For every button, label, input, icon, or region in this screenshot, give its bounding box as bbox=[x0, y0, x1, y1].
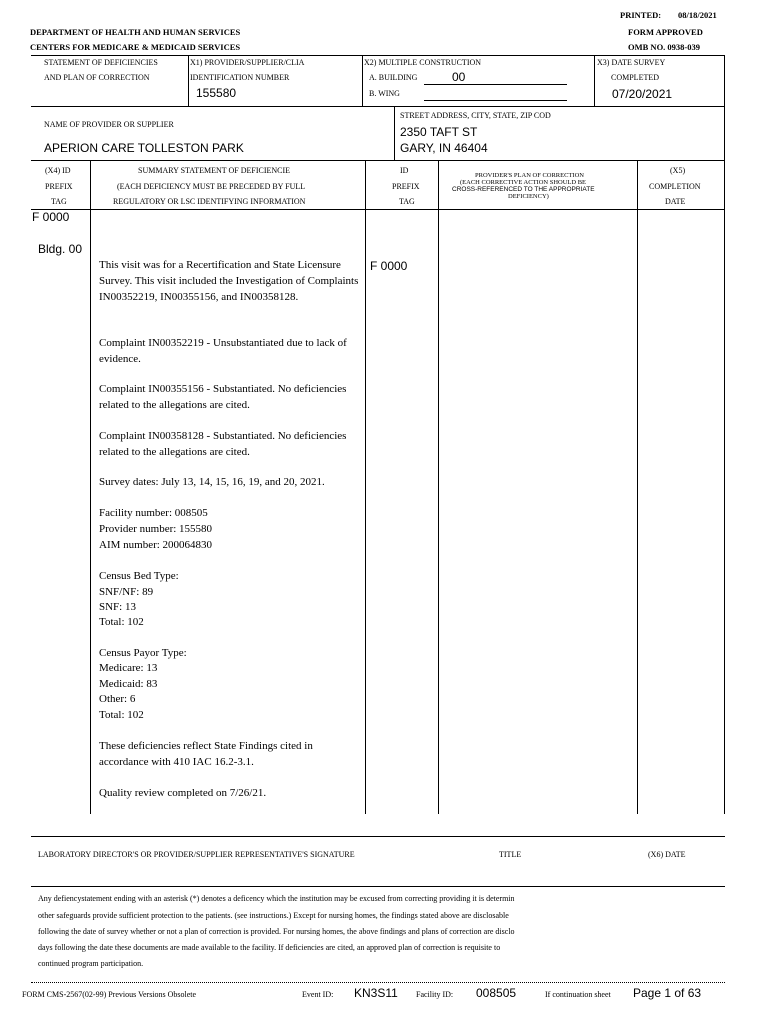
signature-date-label: (X6) DATE bbox=[648, 850, 686, 859]
summary-instructions-2: REGULATORY OR LSC IDENTIFYING INFORMATION bbox=[113, 197, 306, 206]
provider-number: 155580 bbox=[196, 86, 237, 100]
census-bed-snf: SNF: 13 bbox=[99, 601, 136, 613]
address-line-2: GARY, IN 46404 bbox=[400, 141, 488, 155]
page-number: Page 1 of 63 bbox=[633, 986, 702, 1000]
aim-number: AIM number: 200064830 bbox=[99, 539, 213, 551]
disclaimer-line-3: following the date of survey whether or not a plan of correction is provided. For nursing homes, the above findings and plans of correction are disclo bbox=[38, 927, 515, 936]
completion-label: COMPLETION bbox=[649, 182, 701, 191]
provider-id-label: X1) PROVIDER/SUPPLIER/CLIA bbox=[190, 58, 305, 67]
findings-paragraph: These deficiencies reflect State Findings cited in accordance with 410 IAC 16.2-3.1. bbox=[99, 740, 313, 768]
census-payor-title: Census Payor Type: bbox=[99, 647, 187, 659]
tag-right: F 0000 bbox=[370, 259, 408, 273]
summary-instructions-1: (EACH DEFICIENCY MUST BE PRECEDED BY FULL bbox=[117, 182, 306, 191]
complaint-paragraph-3: Complaint IN00358128 - Substantiated. No deficiencies related to the allegations are cited. bbox=[99, 430, 347, 458]
building-value: 00 bbox=[452, 70, 466, 84]
wing-label: B. WING bbox=[369, 89, 400, 98]
disclaimer-line-4: days following the date these documents are made available to the facility. If deficiencies are cited, an approved plan of correction is requisite to bbox=[38, 943, 501, 952]
centers-title: CENTERS FOR MEDICARE & MEDICAID SERVICES bbox=[30, 42, 241, 52]
identification-label: IDENTIFICATION NUMBER bbox=[190, 73, 290, 82]
completed-label: COMPLETED bbox=[611, 73, 659, 82]
form-number: FORM CMS-2567(02-99) Previous Versions Obsolete bbox=[22, 990, 197, 999]
facility-number: Facility number: 008505 bbox=[99, 507, 208, 519]
event-id-label: Event ID: bbox=[302, 990, 334, 999]
census-payor-other: Other: 6 bbox=[99, 693, 136, 705]
complaint-paragraph-2: Complaint IN00355156 - Substantiated. No deficiencies related to the allegations are cited. bbox=[99, 383, 347, 411]
address-label: STREET ADDRESS, CITY, STATE, ZIP COD bbox=[400, 111, 551, 120]
plan-label-3: CROSS-REFERENCED TO THE APPROPRIATE bbox=[452, 186, 595, 193]
provider-number-line: Provider number: 155580 bbox=[99, 523, 213, 535]
provider-name-label: NAME OF PROVIDER OR SUPPLIER bbox=[44, 120, 174, 129]
provider-name-value: APERION CARE TOLLESTON PARK bbox=[44, 141, 244, 155]
printed-label: PRINTED: bbox=[620, 10, 662, 20]
census-payor-medicare: Medicare: 13 bbox=[99, 662, 158, 674]
plan-correction-label: AND PLAN OF CORRECTION bbox=[44, 73, 150, 82]
date-survey-label: X3) DATE SURVEY bbox=[597, 58, 666, 67]
plan-label-1: PROVIDER'S PLAN OF CORRECTION bbox=[475, 172, 584, 179]
facility-id-value: 008505 bbox=[476, 986, 517, 1000]
x5-label: (X5) bbox=[670, 166, 686, 175]
census-bed-title: Census Bed Type: bbox=[99, 570, 179, 582]
statement-label: STATEMENT OF DEFICIENCIES bbox=[44, 58, 158, 67]
continuation-label: If continuation sheet bbox=[545, 990, 611, 999]
form-approved: FORM APPROVED bbox=[628, 27, 703, 37]
multiple-construction-label: X2) MULTIPLE CONSTRUCTION bbox=[364, 58, 482, 67]
census-bed-total: Total: 102 bbox=[99, 616, 144, 628]
survey-dates: Survey dates: July 13, 14, 15, 16, 19, and 20, 2021. bbox=[99, 476, 325, 488]
x4-id-label: (X4) ID bbox=[45, 166, 71, 175]
census-payor-medicaid: Medicaid: 83 bbox=[99, 678, 158, 690]
event-id-value: KN3S11 bbox=[354, 986, 398, 1000]
department-title: DEPARTMENT OF HEALTH AND HUMAN SERVICES bbox=[30, 27, 241, 37]
completion-date-label: DATE bbox=[665, 197, 686, 206]
x4-tag-label: TAG bbox=[51, 197, 67, 206]
disclaimer-line-1: Any defiencystatement ending with an asterisk (*) denotes a deficency which the institution may be excused from correcting providing it is determin bbox=[38, 894, 515, 903]
census-bed-snfnf: SNF/NF: 89 bbox=[99, 586, 154, 598]
building-label: A. BUILDING bbox=[369, 73, 418, 82]
x4-prefix-label: PREFIX bbox=[45, 182, 73, 191]
building-tag: Bldg. 00 bbox=[38, 242, 83, 256]
disclaimer-line-2: other safeguards provide sufficient protection to the patients. (see instructions.) Except for nursing homes, the findings stated above are disclosable bbox=[38, 911, 509, 920]
facility-id-label: Facility ID: bbox=[416, 990, 454, 999]
census-payor-total: Total: 102 bbox=[99, 709, 144, 721]
title-label: TITLE bbox=[499, 850, 522, 859]
disclaimer-line-5: continued program participation. bbox=[38, 959, 144, 968]
survey-paragraph: This visit was for a Recertification and State Licensure Survey. This visit included the Investigation of Complaints IN00352219, IN00355156, and IN00358128. bbox=[99, 259, 359, 303]
complaint-paragraph-1: Complaint IN00352219 - Unsubstantiated due to lack of evidence. bbox=[99, 337, 347, 365]
tag-left: F 0000 bbox=[32, 210, 70, 224]
summary-label: SUMMARY STATEMENT OF DEFICIENCIE bbox=[138, 166, 291, 175]
address-line-1: 2350 TAFT ST bbox=[400, 125, 478, 139]
plan-label-2: (EACH CORRECTIVE ACTION SHOULD BE bbox=[460, 179, 587, 186]
date-survey-value: 07/20/2021 bbox=[612, 87, 673, 101]
omb-number: OMB NO. 0938-039 bbox=[628, 42, 701, 52]
id-label: ID bbox=[400, 166, 409, 175]
printed-date: 08/18/2021 bbox=[678, 10, 717, 20]
id-prefix-label: PREFIX bbox=[392, 182, 420, 191]
plan-label-4: DEFICIENCY) bbox=[508, 193, 549, 200]
id-tag-label: TAG bbox=[399, 197, 415, 206]
signature-label: LABORATORY DIRECTOR'S OR PROVIDER/SUPPLIER REPRESENTATIVE'S SIGNATURE bbox=[38, 850, 355, 859]
quality-review: Quality review completed on 7/26/21. bbox=[99, 787, 267, 799]
